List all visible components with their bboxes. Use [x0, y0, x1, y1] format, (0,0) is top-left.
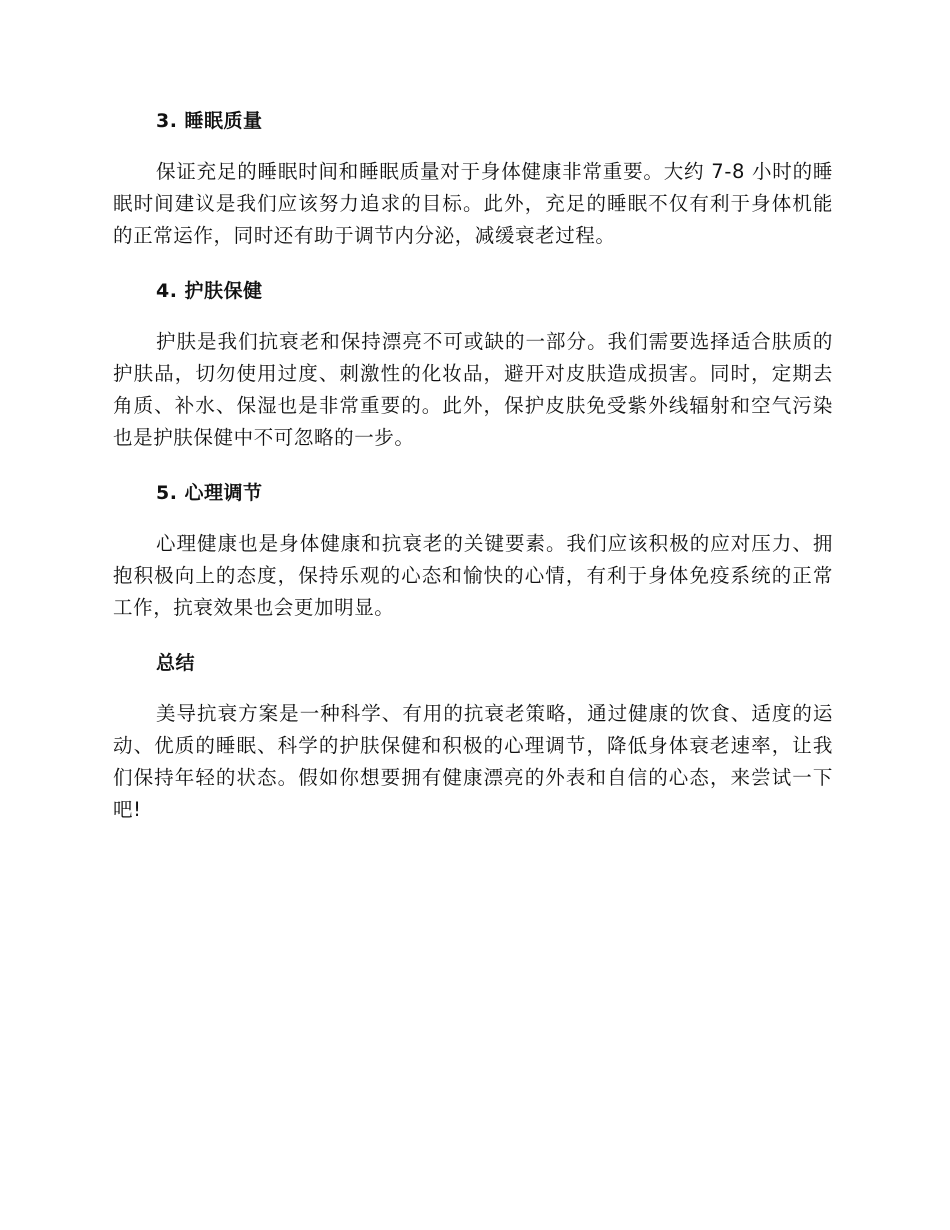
- paragraph-mental: 心理健康也是身体健康和抗衰老的关键要素。我们应该积极的应对压力、拥抱积极向上的态度，保持乐观的心态和愉快的心情，有利于身体免疫系统的正常工作，抗衰效果也会更加明显。: [113, 532, 833, 619]
- section-heading-mental: 5. 心理调节: [156, 482, 263, 504]
- paragraph-summary: 美导抗衰方案是一种科学、有用的抗衰老策略，通过健康的饮食、适度的运动、优质的睡眠、科学的护肤保健和积极的心理调节，降低身体衰老速率，让我们保持年轻的状态。假如你想要拥有健康漂亮的外表和自信的心态，来尝试一下吧!: [113, 702, 833, 821]
- section-heading-sleep: 3. 睡眠质量: [156, 110, 263, 132]
- section-heading-skincare: 4. 护肤保健: [156, 280, 263, 302]
- document-page: [113, 108, 833, 852]
- section-heading-summary: 总结: [156, 652, 196, 674]
- paragraph-sleep: 保证充足的睡眠时间和睡眠质量对于身体健康非常重要。大约 7-8 小时的睡眠时间建议是我们应该努力追求的目标。此外，充足的睡眠不仅有利于身体机能的正常运作，同时还有助于调节内分泌，减缓衰老过程。: [113, 160, 833, 247]
- paragraph-skincare: 护肤是我们抗衰老和保持漂亮不可或缺的一部分。我们需要选择适合肤质的护肤品，切勿使用过度、刺激性的化妆品，避开对皮肤造成损害。同时，定期去角质、补水、保湿也是非常重要的。此外，保护皮肤免受紫外线辐射和空气污染也是护肤保健中不可忽略的一步。: [113, 330, 833, 449]
